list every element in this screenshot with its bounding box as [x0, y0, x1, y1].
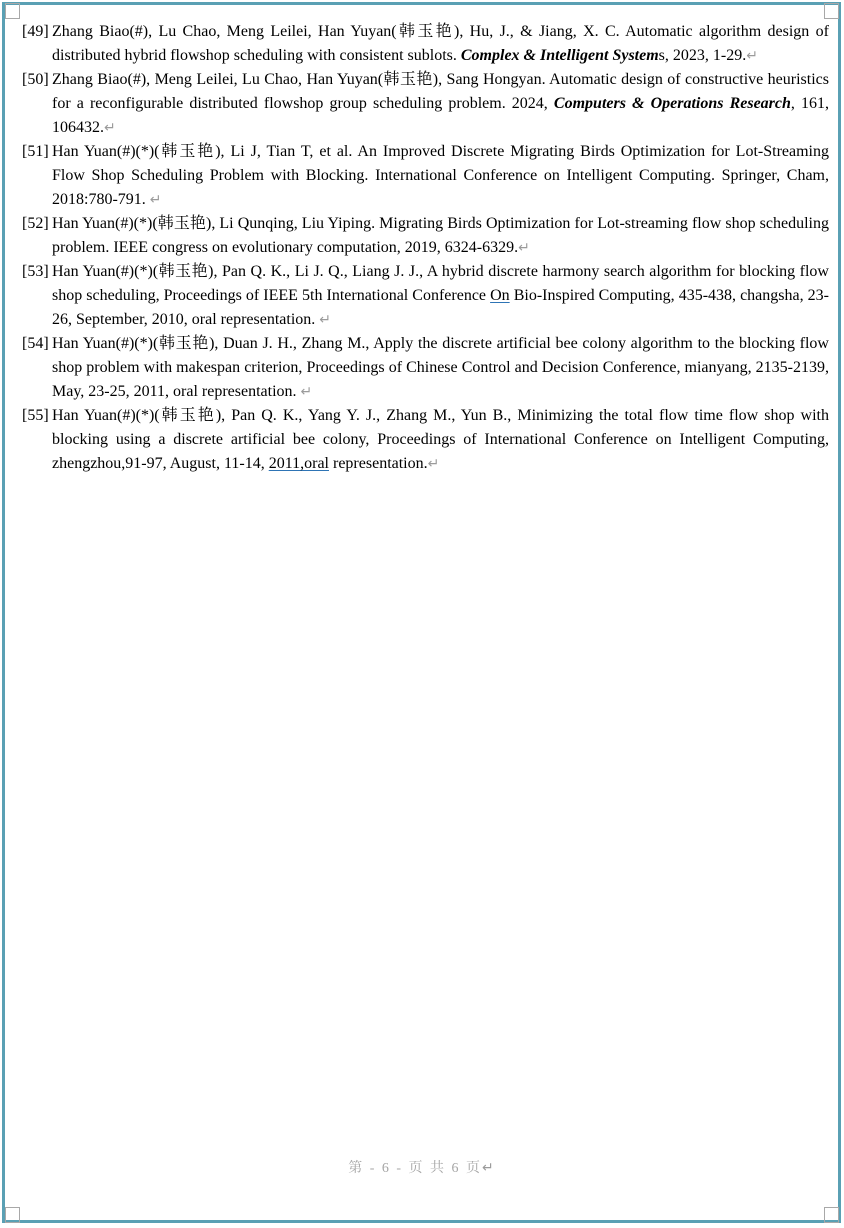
reference-label: [51]	[22, 143, 49, 160]
reference-label: [54]	[22, 335, 49, 352]
reference-text-segment: s, 2023, 1-29.	[658, 47, 747, 64]
reference-text-segment: Han Yuan(#)(*)(韩玉艳), Li Qunqing, Liu Yiping. Migrating Birds Optimization for Lot-streaming flow shop scheduling problem. IEEE congress on evolutionary computation, 2019, 6324-6329.	[52, 215, 829, 256]
reference-text-segment: Han Yuan(#)(*)(韩玉艳), Duan J. H., Zhang M., Apply the discrete artificial bee colony algorithm to the blocking flow shop problem with makespan criterion, Proceedings of Chinese Control and Decision Conference, mianyang, 2135-2139, May, 23-25, 2011, oral representation.	[52, 335, 829, 400]
reference-item	[22, 68, 829, 140]
paragraph-mark-icon: ↵	[300, 384, 313, 400]
reference-item	[22, 260, 829, 332]
reference-text-segment: Complex & Intelligent System	[460, 47, 659, 64]
paragraph-mark-icon: ↵	[518, 240, 530, 256]
page-footer	[0, 1156, 844, 1181]
paragraph-mark-icon: ↵	[149, 192, 162, 208]
reference-item	[22, 332, 829, 404]
paragraph-mark-icon: ↵	[482, 1160, 496, 1176]
reference-label: [50]	[22, 71, 49, 88]
reference-label: [53]	[22, 263, 49, 280]
paragraph-mark-icon: ↵	[746, 48, 758, 64]
reference-text-segment: representation.	[329, 455, 428, 472]
corner-mark-top-left	[5, 3, 20, 19]
reference-label: [49]	[22, 23, 49, 40]
reference-text-segment: Zhang Biao(#), Meng Leilei, Lu Chao, Han Yuyan(韩玉艳), Sang Hongyan. Automatic design of constructive heuristics for a reconfigurable distributed flowshop group scheduling problem. 2024,	[52, 71, 829, 112]
reference-label: [55]	[22, 407, 49, 424]
reference-item	[22, 212, 829, 260]
paragraph-mark-icon: ↵	[427, 456, 440, 472]
reference-text-segment: Han Yuan(#)(*)(韩玉艳), Pan Q. K., Li J. Q., Liang J. J., A hybrid discrete harmony search algorithm for blocking flow shop scheduling, Proceedings of IEEE 5th International Conference	[52, 263, 829, 304]
page-number-text: 第 - 6 - 页 共 6 页	[348, 1161, 483, 1176]
paragraph-mark-icon: ↵	[319, 312, 332, 328]
paragraph-mark-icon: ↵	[104, 120, 116, 136]
underlined-text-segment: 2011,oral	[268, 455, 329, 472]
reference-text-segment: Zhang Biao(#), Lu Chao, Meng Leilei, Han Yuyan(韩玉艳), Hu, J., & Jiang, X. C. Automatic algorithm design of distributed hybrid flowshop scheduling with consistent sublots.	[52, 23, 829, 64]
reference-text-segment: , 161, 106432.	[52, 95, 830, 136]
reference-text-segment: Han Yuan(#)(*)(韩玉艳), Li J, Tian T, et al. An Improved Discrete Migrating Birds Optimization for Lot-Streaming Flow Shop Scheduling Problem with Blocking. International Conference on Intelligent Computing. Springer, Cham, 2018:780-791.	[52, 143, 829, 208]
reference-label: [52]	[22, 215, 49, 232]
corner-mark-bottom-left	[5, 1207, 20, 1223]
reference-text-segment: Computers & Operations Research	[553, 95, 791, 112]
reference-text-segment: Bio-Inspired Computing, 435-438, changsha, 23-26, September, 2010, oral representation.	[52, 287, 829, 328]
corner-mark-bottom-right	[824, 1207, 839, 1223]
underlined-text-segment: On	[490, 287, 510, 304]
corner-mark-top-right	[824, 3, 839, 19]
reference-item	[22, 20, 829, 68]
reference-list	[22, 20, 829, 476]
reference-item	[22, 140, 829, 212]
reference-item	[22, 404, 829, 476]
reference-text-segment: Han Yuan(#)(*)(韩玉艳), Pan Q. K., Yang Y. J., Zhang M., Yun B., Minimizing the total flow time flow shop with blocking using a discrete artificial bee colony, Proceedings of International Conference on Intelligent Computing, zhengzhou,91-97, August, 11-14,	[52, 407, 829, 472]
